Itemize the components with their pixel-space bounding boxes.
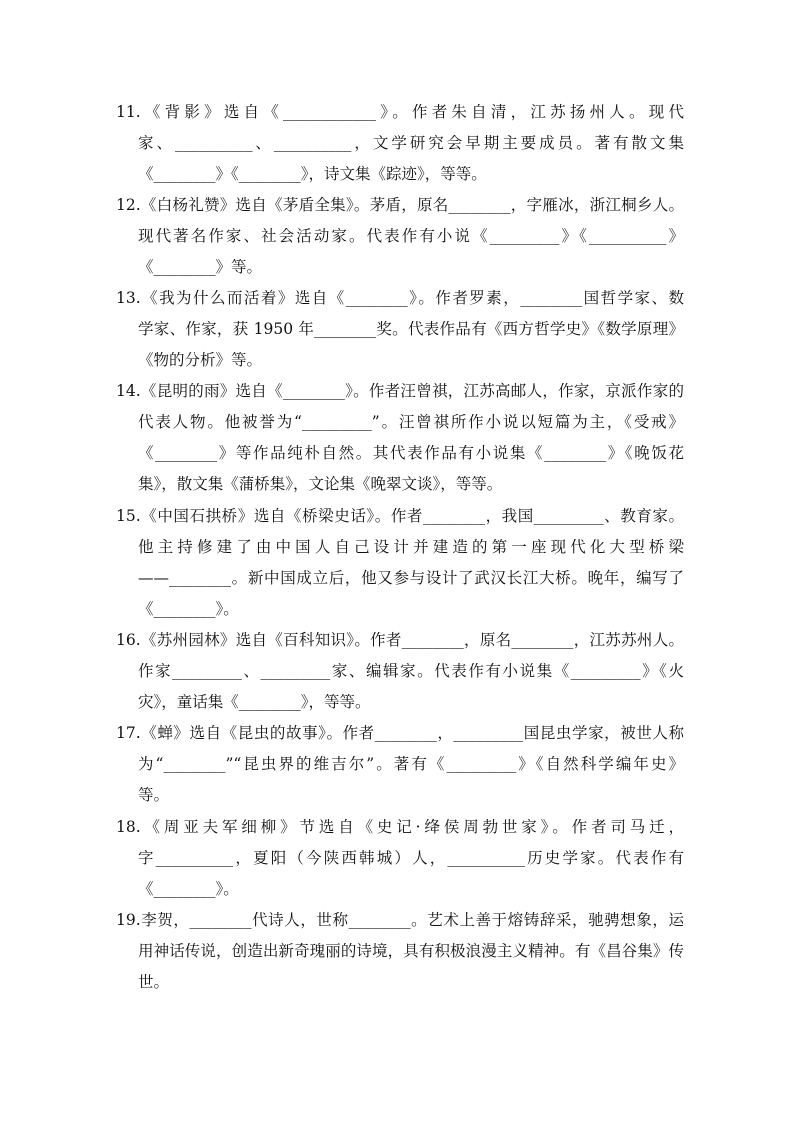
question-text: 《昆明的雨》选自《________》。作者汪曾祺，江苏高邮人，作家，京派作家的 <box>140 382 684 400</box>
question-line: 《________》等作品纯朴自然。其代表作品有小说集《________》《晚饭花 <box>138 444 684 462</box>
question-line: 代表人物。他被誉为“_________”。汪曾祺所作小说以短篇为主，《受戒》 <box>138 413 684 431</box>
question-17 <box>116 718 684 811</box>
question-text: 《周亚夫军细柳》节选自《史记·绛侯周勃世家》。作者司马迁， <box>140 818 684 836</box>
question-line <box>116 190 684 221</box>
question-line <box>116 812 684 843</box>
question-line: 《________》。 <box>138 880 239 898</box>
question-line: 用神话传说，创造出新奇瑰丽的诗境，具有积极浪漫主义精神。有《昌谷集》传 <box>138 942 684 960</box>
question-line: 《________》。 <box>138 600 239 618</box>
question-line: 等。 <box>138 786 170 804</box>
question-line <box>116 283 684 314</box>
question-14 <box>116 376 684 500</box>
question-text: 《中国石拱桥》选自《桥梁史话》。作者________，我国_________、教育家。 <box>140 507 684 525</box>
question-line: 作家_________、_________家、编辑家。代表作有小说集《_________》《火 <box>138 662 684 680</box>
question-line: 为“________”“昆虫界的维吉尔”。著有《_________》《自然科学编年史》 <box>138 755 684 773</box>
question-number: 18. <box>116 818 141 836</box>
question-16 <box>116 625 684 718</box>
question-number: 13. <box>116 289 141 307</box>
question-number: 16. <box>116 631 141 649</box>
question-number: 14. <box>116 382 141 400</box>
question-number: 11. <box>116 103 141 121</box>
question-line: 现代著名作家、社会活动家。代表作有小说《_________》《__________》 <box>138 227 684 245</box>
question-line: 《________》等。 <box>138 258 263 276</box>
question-line: 《物的分析》等。 <box>138 351 263 369</box>
question-18 <box>116 812 684 905</box>
question-text: 《苏州园林》选自《百科知识》。作者________，原名________，江苏苏州人。 <box>140 631 684 649</box>
question-line <box>116 97 684 128</box>
question-text: 《我为什么而活着》选自《________》。作者罗素，________国哲学家、数 <box>140 289 684 307</box>
question-line <box>116 501 684 532</box>
question-text: 《背影》选自《____________》。作者朱自清，江苏扬州人。现代 <box>140 103 684 121</box>
question-number: 19. <box>116 911 141 929</box>
question-number: 12. <box>116 196 141 214</box>
question-line: ——________。新中国成立后，他又参与设计了武汉长江大桥。晚年，编写了 <box>138 569 684 587</box>
question-line <box>116 905 684 936</box>
question-text: 李贺，________代诗人，世称________。艺术上善于熔铸辞采，驰骋想象，运 <box>140 911 684 929</box>
question-19 <box>116 905 684 998</box>
question-line: 集》，散文集《蒲桥集》，文论集《晚翠文谈》，等等。 <box>138 475 503 493</box>
question-line: 世。 <box>138 973 170 991</box>
question-line: 灾》，童话集《________》，等等。 <box>138 693 371 711</box>
question-text: 《蝉》选自《昆虫的故事》。作者________，_________国昆虫学家，被世人称 <box>140 724 684 742</box>
question-line <box>116 376 684 407</box>
question-text: 《白杨礼赞》选自《茅盾全集》。茅盾，原名________，字雁冰，浙江桐乡人。 <box>140 196 684 214</box>
question-12 <box>116 190 684 283</box>
question-line: 《________》《________》，诗文集《踪迹》，等等。 <box>138 165 487 183</box>
question-line: 字__________，夏阳（今陕西韩城）人，__________历史学家。代表作有 <box>138 849 684 867</box>
question-line: 他主持修建了由中国人自己设计并建造的第一座现代化大型桥梁 <box>138 538 684 556</box>
question-line <box>116 718 684 749</box>
question-line: 家、__________、__________，文学研究会早期主要成员。著有散文集 <box>138 134 684 152</box>
question-number: 15. <box>116 507 141 525</box>
question-15 <box>116 501 684 625</box>
question-11 <box>116 97 684 190</box>
question-number: 17. <box>116 724 141 742</box>
question-line <box>116 625 684 656</box>
question-13 <box>116 283 684 376</box>
question-line: 学家、作家，获 1950 年________奖。代表作品有《西方哲学史》《数学原理》 <box>138 320 684 338</box>
